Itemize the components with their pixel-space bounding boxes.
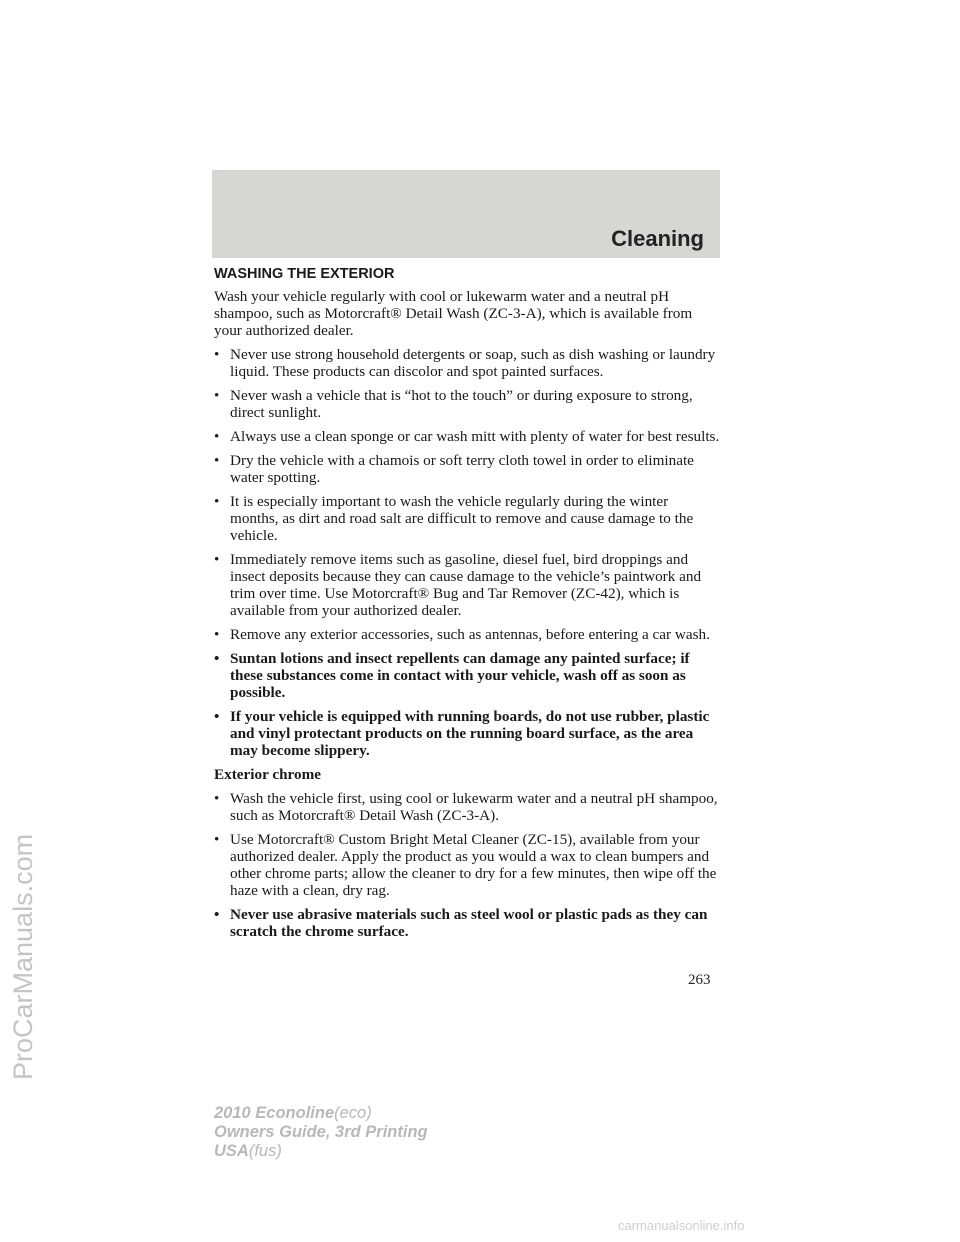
list-item: • Dry the vehicle with a chamois or soft terry cloth towel in order to eliminate water spotting. bbox=[214, 452, 694, 486]
section-title: Cleaning bbox=[611, 226, 704, 251]
page-content bbox=[214, 266, 720, 947]
page-number: 263 bbox=[688, 972, 711, 988]
footer-line-guide: Owners Guide, 3rd Printing bbox=[214, 1123, 428, 1141]
footer bbox=[214, 1104, 428, 1161]
header-band bbox=[212, 170, 720, 258]
chrome-tips-list bbox=[214, 790, 720, 940]
list-item: • Remove any exterior accessories, such as antennas, before entering a car wash. bbox=[214, 626, 710, 643]
bullet-icon: • bbox=[214, 906, 220, 923]
bullet-icon: • bbox=[214, 387, 220, 404]
bullet-icon: • bbox=[214, 790, 220, 807]
list-item: • Never wash a vehicle that is “hot to the touch” or during exposure to strong, direct sunlight. bbox=[214, 387, 693, 421]
warning-list-item: • If your vehicle is equipped with running boards, do not use rubber, plastic and vinyl protectant products on the running board surface, as the area may become slippery. bbox=[214, 708, 710, 759]
warning-list-item: • Suntan lotions and insect repellents can damage any painted surface; if these substances come in contact with your vehicle, wash off as soon as possible. bbox=[214, 650, 690, 701]
list-item: • Never use strong household detergents or soap, such as dish washing or laundry liquid. These products can discolor and spot painted surfaces. bbox=[214, 346, 716, 380]
warning-list-item: • Never use abrasive materials such as steel wool or plastic pads as they can scratch the chrome surface. bbox=[214, 906, 708, 940]
exterior-chrome-heading: Exterior chrome bbox=[214, 766, 321, 783]
bullet-icon: • bbox=[214, 708, 220, 725]
washing-tips-list bbox=[214, 346, 720, 759]
list-item: • Immediately remove items such as gasoline, diesel fuel, bird droppings and insect deposits because they can cause damage to the vehicle’s paintwork and trim over time. Use Motorcraft® Bug and Tar Remover (ZC-42), which is available from your authorized dealer. bbox=[214, 551, 702, 619]
bullet-icon: • bbox=[214, 493, 220, 510]
bullet-icon: • bbox=[214, 626, 220, 643]
bullet-icon: • bbox=[214, 346, 220, 363]
bullet-icon: • bbox=[214, 831, 220, 848]
bullet-icon: • bbox=[214, 428, 220, 445]
list-item: • Wash the vehicle first, using cool or lukewarm water and a neutral pH shampoo, such as Motorcraft® Detail Wash (ZC-3-A). bbox=[214, 790, 718, 824]
list-item: • Use Motorcraft® Custom Bright Metal Cleaner (ZC-15), available from your authorized dealer. Apply the product as you would a wax to clean bumpers and other chrome parts; allow the cleaner to dry for a few minutes, then wipe off the haze with a clean, dry rag. bbox=[214, 831, 717, 899]
intro-paragraph: Wash your vehicle regularly with cool or lukewarm water and a neutral pH shampoo, such as Motorcraft® Detail Wash (ZC-3-A), which is available from your authorized dealer. bbox=[214, 288, 693, 339]
list-item: • Always use a clean sponge or car wash mitt with plenty of water for best results. bbox=[214, 428, 720, 445]
footer-line-region: USA(fus) bbox=[214, 1142, 282, 1160]
bullet-icon: • bbox=[214, 551, 220, 568]
footer-brand: carmanualsonline.info bbox=[618, 1218, 745, 1233]
watermark: ProCarManuals.com bbox=[8, 833, 38, 1080]
bullet-icon: • bbox=[214, 452, 220, 469]
footer-line-model: 2010 Econoline(eco) bbox=[214, 1104, 372, 1122]
list-item: • It is especially important to wash the vehicle regularly during the winter months, as dirt and road salt are difficult to remove and cause damage to the vehicle. bbox=[214, 493, 694, 544]
section-heading: WASHING THE EXTERIOR bbox=[214, 266, 395, 282]
bullet-icon: • bbox=[214, 650, 220, 667]
